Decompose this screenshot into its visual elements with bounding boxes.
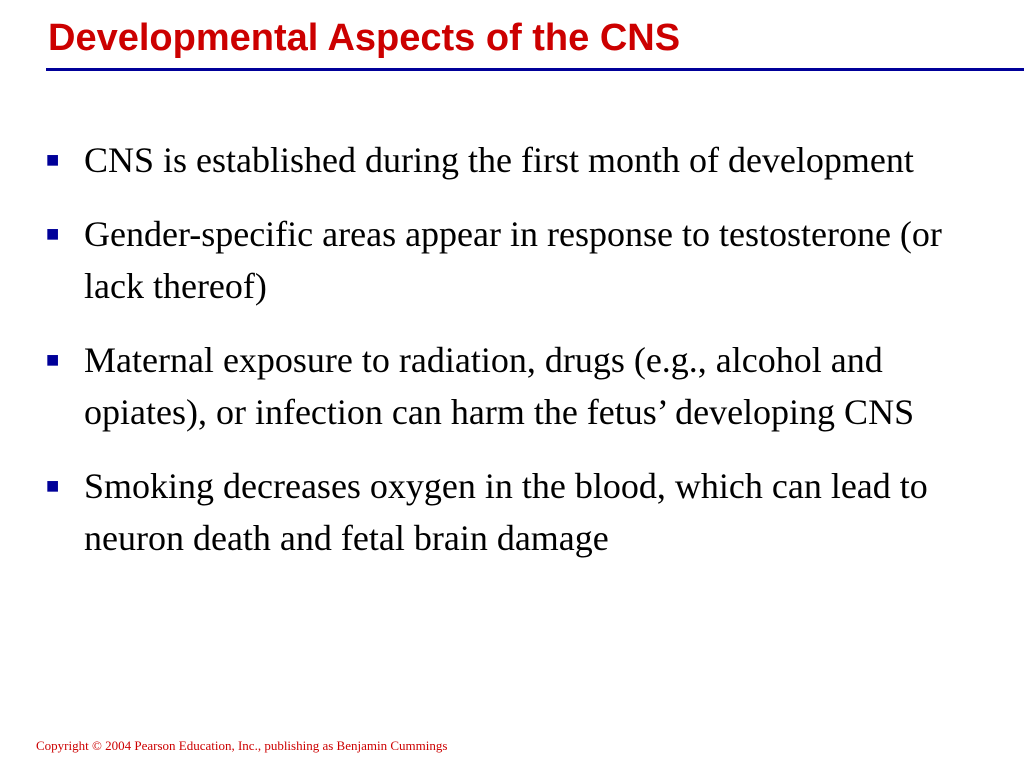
copyright-footer: Copyright © 2004 Pearson Education, Inc., publishing as Benjamin Cummings <box>36 738 448 753</box>
bullet-text: Maternal exposure to radiation, drugs (e.g., alcohol and opiates), or infection can harm the fetus’ developing CNS <box>84 340 915 432</box>
bullet-item <box>46 208 976 312</box>
square-bullet-icon: ■ <box>46 221 60 246</box>
bullet-item <box>46 460 976 564</box>
square-bullet-icon: ■ <box>46 147 60 172</box>
bullet-item <box>46 334 976 438</box>
bullet-text: CNS is established during the first month of development <box>84 140 914 180</box>
bullet-list <box>46 134 976 586</box>
bullet-text: Gender-specific areas appear in response to testosterone (or lack thereof) <box>84 214 942 306</box>
slide-title: Developmental Aspects of the CNS <box>48 17 681 59</box>
bullet-text: Smoking decreases oxygen in the blood, which can lead to neuron death and fetal brain damage <box>84 466 928 558</box>
square-bullet-icon: ■ <box>46 473 60 498</box>
title-underline <box>46 68 1024 71</box>
bullet-item <box>46 134 976 186</box>
square-bullet-icon: ■ <box>46 347 60 372</box>
